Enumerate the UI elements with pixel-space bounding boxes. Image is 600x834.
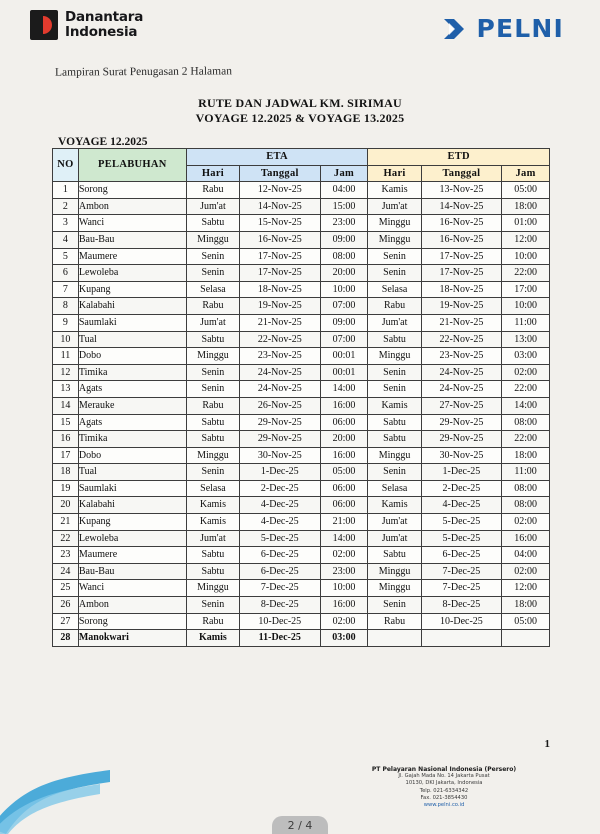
- cell-eta_hari: Senin: [186, 265, 239, 282]
- cell-etd_jam: 02:00: [502, 364, 550, 381]
- cell-eta_tgl: 22-Nov-25: [240, 331, 320, 348]
- danantara-line2: Indonesia: [65, 24, 138, 40]
- cell-eta_hari: Jum'at: [186, 314, 239, 331]
- cell-etd_jam: 10:00: [502, 248, 550, 265]
- cell-pelabuhan: Agats: [78, 381, 186, 398]
- cell-eta_tgl: 7-Dec-25: [240, 580, 320, 597]
- pelni-logo: [442, 14, 564, 43]
- cell-eta_jam: 04:00: [320, 182, 368, 199]
- cell-no: 10: [53, 331, 79, 348]
- cell-eta_jam: 08:00: [320, 248, 368, 265]
- danantara-wordmark: [65, 10, 143, 40]
- cell-eta_tgl: 18-Nov-25: [240, 281, 320, 298]
- cell-etd_jam: 22:00: [502, 265, 550, 282]
- cell-eta_tgl: 17-Nov-25: [240, 248, 320, 265]
- cell-eta_hari: Rabu: [186, 182, 239, 199]
- cell-etd_tgl: 14-Nov-25: [421, 198, 501, 215]
- cell-etd_hari: Sabtu: [368, 331, 421, 348]
- cell-etd_tgl: 8-Dec-25: [421, 597, 501, 614]
- th-no: NO: [53, 149, 79, 182]
- cell-etd_tgl: 6-Dec-25: [421, 547, 501, 564]
- cell-eta_jam: 00:01: [320, 364, 368, 381]
- cell-eta_jam: 20:00: [320, 431, 368, 448]
- th-eta-tanggal: Tanggal: [240, 165, 320, 182]
- footer-company-name: PT Pelayaran Nasional Indonesia (Persero): [371, 766, 517, 773]
- table-row: [53, 364, 550, 381]
- cell-pelabuhan: Sorong: [78, 182, 186, 199]
- cell-no: 20: [53, 497, 79, 514]
- cell-eta_hari: Rabu: [186, 397, 239, 414]
- cell-no: 16: [53, 431, 79, 448]
- cell-no: 22: [53, 530, 79, 547]
- lampiran-note: Lampiran Surat Penugasan 2 Halaman: [54, 65, 232, 79]
- table-row: [53, 613, 550, 630]
- cell-no: 4: [53, 231, 79, 248]
- th-eta-jam: Jam: [320, 165, 368, 182]
- cell-eta_jam: 16:00: [320, 397, 368, 414]
- table-row: [53, 447, 550, 464]
- cell-etd_hari: Minggu: [368, 580, 421, 597]
- cell-etd_hari: [368, 630, 421, 647]
- cell-etd_tgl: [421, 630, 501, 647]
- cell-eta_tgl: 23-Nov-25: [240, 348, 320, 365]
- cell-etd_tgl: 23-Nov-25: [421, 348, 501, 365]
- cell-pelabuhan: Maumere: [78, 248, 186, 265]
- cell-eta_tgl: 15-Nov-25: [240, 215, 320, 232]
- cell-eta_hari: Sabtu: [186, 547, 239, 564]
- cell-no: 17: [53, 447, 79, 464]
- th-etd-group: ETD: [368, 149, 550, 166]
- cell-etd_tgl: 10-Dec-25: [421, 613, 501, 630]
- cell-etd_jam: [502, 630, 550, 647]
- cell-etd_jam: 17:00: [502, 281, 550, 298]
- cell-etd_tgl: 17-Nov-25: [421, 265, 501, 282]
- cell-etd_jam: 22:00: [502, 431, 550, 448]
- danantara-logo: [30, 10, 143, 40]
- cell-etd_jam: 12:00: [502, 231, 550, 248]
- cell-etd_hari: Sabtu: [368, 431, 421, 448]
- table-row: [53, 464, 550, 481]
- cell-no: 24: [53, 563, 79, 580]
- cell-eta_hari: Selasa: [186, 480, 239, 497]
- cell-etd_jam: 14:00: [502, 397, 550, 414]
- cell-eta_tgl: 2-Dec-25: [240, 480, 320, 497]
- table-row: [53, 331, 550, 348]
- cell-etd_hari: Jum'at: [368, 314, 421, 331]
- table-row: [53, 348, 550, 365]
- cell-pelabuhan: Kalabahi: [78, 298, 186, 315]
- cell-eta_jam: 06:00: [320, 480, 368, 497]
- cell-no: 1: [53, 182, 79, 199]
- cell-etd_jam: 11:00: [502, 314, 550, 331]
- cell-eta_hari: Senin: [186, 381, 239, 398]
- table-row: [53, 314, 550, 331]
- cell-eta_hari: Kamis: [186, 630, 239, 647]
- cell-etd_hari: Sabtu: [368, 414, 421, 431]
- cell-etd_hari: Jum'at: [368, 530, 421, 547]
- cell-eta_hari: Rabu: [186, 298, 239, 315]
- cell-eta_jam: 23:00: [320, 215, 368, 232]
- table-row: [53, 248, 550, 265]
- cell-eta_jam: 20:00: [320, 265, 368, 282]
- cell-eta_jam: 00:01: [320, 348, 368, 365]
- cell-eta_tgl: 24-Nov-25: [240, 364, 320, 381]
- cell-eta_tgl: 5-Dec-25: [240, 530, 320, 547]
- cell-pelabuhan: Bau-Bau: [78, 231, 186, 248]
- cell-eta_jam: 09:00: [320, 314, 368, 331]
- table-row: [53, 215, 550, 232]
- cell-eta_jam: 02:00: [320, 547, 368, 564]
- table-head: [53, 149, 550, 182]
- cell-etd_hari: Minggu: [368, 563, 421, 580]
- table-row: [53, 480, 550, 497]
- cell-eta_jam: 03:00: [320, 630, 368, 647]
- cell-etd_tgl: 5-Dec-25: [421, 530, 501, 547]
- cell-etd_jam: 02:00: [502, 514, 550, 531]
- th-etd-hari: Hari: [368, 165, 421, 182]
- cell-no: 7: [53, 281, 79, 298]
- cell-etd_tgl: 30-Nov-25: [421, 447, 501, 464]
- cell-eta_hari: Minggu: [186, 231, 239, 248]
- cell-no: 9: [53, 314, 79, 331]
- cell-eta_hari: Jum'at: [186, 530, 239, 547]
- footer-address-2: 10130, DKI Jakarta, Indonesia: [405, 780, 483, 787]
- table-row: [53, 597, 550, 614]
- document-header: [0, 0, 600, 62]
- cell-eta_tgl: 6-Dec-25: [240, 563, 320, 580]
- cell-eta_hari: Sabtu: [186, 215, 239, 232]
- cell-pelabuhan: Kupang: [78, 281, 186, 298]
- cell-no: 19: [53, 480, 79, 497]
- cell-etd_tgl: 17-Nov-25: [421, 248, 501, 265]
- cell-eta_jam: 06:00: [320, 414, 368, 431]
- header-row-group: [53, 149, 550, 166]
- cell-no: 23: [53, 547, 79, 564]
- cell-etd_hari: Kamis: [368, 182, 421, 199]
- th-etd-tanggal: Tanggal: [421, 165, 501, 182]
- cell-eta_tgl: 4-Dec-25: [240, 514, 320, 531]
- cell-etd_hari: Sabtu: [368, 547, 421, 564]
- cell-etd_hari: Minggu: [368, 447, 421, 464]
- cell-etd_jam: 02:00: [502, 563, 550, 580]
- cell-eta_tgl: 24-Nov-25: [240, 381, 320, 398]
- document-title: [0, 96, 600, 126]
- cell-eta_jam: 10:00: [320, 281, 368, 298]
- cell-etd_tgl: 24-Nov-25: [421, 364, 501, 381]
- cell-eta_jam: 09:00: [320, 231, 368, 248]
- table-row: [53, 547, 550, 564]
- table-row: [53, 397, 550, 414]
- cell-etd_jam: 04:00: [502, 547, 550, 564]
- cell-pelabuhan: Tual: [78, 464, 186, 481]
- cell-etd_hari: Selasa: [368, 281, 421, 298]
- danantara-mark-icon: [30, 10, 58, 40]
- cell-etd_tgl: 24-Nov-25: [421, 381, 501, 398]
- cell-eta_jam: 14:00: [320, 530, 368, 547]
- cell-etd_hari: Selasa: [368, 480, 421, 497]
- title-line-1: RUTE DAN JADWAL KM. SIRIMAU: [198, 96, 402, 110]
- cell-eta_hari: Selasa: [186, 281, 239, 298]
- cell-eta_hari: Sabtu: [186, 431, 239, 448]
- table-row: [53, 563, 550, 580]
- cell-no: 28: [53, 630, 79, 647]
- cell-etd_tgl: 2-Dec-25: [421, 480, 501, 497]
- cell-eta_tgl: 1-Dec-25: [240, 464, 320, 481]
- cell-eta_hari: Minggu: [186, 348, 239, 365]
- pelni-mark-icon: [442, 16, 468, 42]
- cell-eta_tgl: 11-Dec-25: [240, 630, 320, 647]
- cell-etd_jam: 12:00: [502, 580, 550, 597]
- cell-eta_tgl: 8-Dec-25: [240, 597, 320, 614]
- cell-pelabuhan: Agats: [78, 414, 186, 431]
- table-row: [53, 298, 550, 315]
- cell-etd_hari: Senin: [368, 464, 421, 481]
- cell-pelabuhan: Lewoleba: [78, 530, 186, 547]
- cell-etd_tgl: 29-Nov-25: [421, 431, 501, 448]
- cell-pelabuhan: Lewoleba: [78, 265, 186, 282]
- cell-etd_jam: 08:00: [502, 414, 550, 431]
- title-line-2: VOYAGE 12.2025 & VOYAGE 13.2025: [195, 111, 405, 125]
- cell-etd_jam: 16:00: [502, 530, 550, 547]
- cell-pelabuhan: Tual: [78, 331, 186, 348]
- cell-eta_tgl: 29-Nov-25: [240, 431, 320, 448]
- table-row: [53, 198, 550, 215]
- cell-etd_jam: 18:00: [502, 447, 550, 464]
- cell-etd_tgl: 7-Dec-25: [421, 580, 501, 597]
- table-row: [53, 182, 550, 199]
- cell-no: 15: [53, 414, 79, 431]
- cell-eta_tgl: 6-Dec-25: [240, 547, 320, 564]
- cell-no: 8: [53, 298, 79, 315]
- table-row: [53, 414, 550, 431]
- cell-eta_tgl: 16-Nov-25: [240, 231, 320, 248]
- cell-etd_hari: Minggu: [368, 231, 421, 248]
- cell-no: 18: [53, 464, 79, 481]
- schedule-table-wrapper: [52, 148, 550, 647]
- cell-etd_hari: Senin: [368, 265, 421, 282]
- cell-eta_jam: 07:00: [320, 331, 368, 348]
- cell-etd_hari: Senin: [368, 381, 421, 398]
- cell-eta_hari: Senin: [186, 597, 239, 614]
- cell-etd_hari: Kamis: [368, 397, 421, 414]
- cell-etd_jam: 13:00: [502, 331, 550, 348]
- cell-no: 27: [53, 613, 79, 630]
- cell-etd_tgl: 29-Nov-25: [421, 414, 501, 431]
- cell-pelabuhan: Ambon: [78, 597, 186, 614]
- cell-eta_jam: 07:00: [320, 298, 368, 315]
- cell-etd_tgl: 16-Nov-25: [421, 231, 501, 248]
- cell-etd_hari: Senin: [368, 597, 421, 614]
- table-row: [53, 431, 550, 448]
- cell-no: 5: [53, 248, 79, 265]
- cell-no: 25: [53, 580, 79, 597]
- cell-etd_tgl: 5-Dec-25: [421, 514, 501, 531]
- cell-pelabuhan: Ambon: [78, 198, 186, 215]
- cell-pelabuhan: Bau-Bau: [78, 563, 186, 580]
- cell-etd_jam: 03:00: [502, 348, 550, 365]
- cell-eta_hari: Rabu: [186, 613, 239, 630]
- cell-no: 11: [53, 348, 79, 365]
- cell-etd_hari: Kamis: [368, 497, 421, 514]
- footer-fax: Fax. 021-3854430: [420, 794, 468, 801]
- cell-no: 13: [53, 381, 79, 398]
- cell-no: 2: [53, 198, 79, 215]
- cell-pelabuhan: Kupang: [78, 514, 186, 531]
- page-number: 1: [544, 738, 550, 750]
- cell-etd_hari: Senin: [368, 248, 421, 265]
- cell-eta_jam: 05:00: [320, 464, 368, 481]
- pelni-wordmark: PELNI: [476, 14, 564, 43]
- cell-etd_jam: 01:00: [502, 215, 550, 232]
- table-row: [53, 514, 550, 531]
- footer-telp: Telp. 021-6334342: [419, 787, 469, 794]
- cell-pelabuhan: Timika: [78, 431, 186, 448]
- cell-eta_hari: Senin: [186, 464, 239, 481]
- th-eta-group: ETA: [186, 149, 368, 166]
- cell-etd_jam: 08:00: [502, 497, 550, 514]
- cell-etd_tgl: 16-Nov-25: [421, 215, 501, 232]
- cell-etd_jam: 11:00: [502, 464, 550, 481]
- cell-etd_jam: 10:00: [502, 298, 550, 315]
- cell-eta_jam: 16:00: [320, 597, 368, 614]
- cell-eta_hari: Minggu: [186, 580, 239, 597]
- cell-eta_jam: 23:00: [320, 563, 368, 580]
- th-etd-jam: Jam: [502, 165, 550, 182]
- cell-eta_jam: 02:00: [320, 613, 368, 630]
- cell-eta_hari: Jum'at: [186, 198, 239, 215]
- cell-etd_tgl: 22-Nov-25: [421, 331, 501, 348]
- cell-pelabuhan: Maumere: [78, 547, 186, 564]
- cell-no: 26: [53, 597, 79, 614]
- cell-eta_tgl: 14-Nov-25: [240, 198, 320, 215]
- cell-etd_jam: 08:00: [502, 480, 550, 497]
- cell-pelabuhan: Sorong: [78, 613, 186, 630]
- cell-eta_jam: 16:00: [320, 447, 368, 464]
- cell-eta_hari: Sabtu: [186, 563, 239, 580]
- cell-no: 21: [53, 514, 79, 531]
- cell-etd_tgl: 1-Dec-25: [421, 464, 501, 481]
- schedule-table: [52, 148, 550, 647]
- cell-etd_tgl: 27-Nov-25: [421, 397, 501, 414]
- cell-eta_jam: 14:00: [320, 381, 368, 398]
- table-row: [53, 231, 550, 248]
- cell-pelabuhan: Wanci: [78, 580, 186, 597]
- cell-etd_hari: Rabu: [368, 613, 421, 630]
- cell-eta_hari: Sabtu: [186, 331, 239, 348]
- cell-no: 12: [53, 364, 79, 381]
- cell-eta_hari: Senin: [186, 248, 239, 265]
- table-row: [53, 530, 550, 547]
- cell-etd_hari: Minggu: [368, 215, 421, 232]
- table-row: [53, 265, 550, 282]
- footer-address-1: Jl. Gajah Mada No. 14 Jakarta Pusat: [398, 773, 490, 780]
- cell-eta_tgl: 21-Nov-25: [240, 314, 320, 331]
- page-indicator[interactable]: 2 / 4: [272, 816, 329, 834]
- cell-pelabuhan: Dobo: [78, 348, 186, 365]
- cell-pelabuhan: Saumlaki: [78, 480, 186, 497]
- cell-etd_tgl: 7-Dec-25: [421, 563, 501, 580]
- table-row: [53, 630, 550, 647]
- cell-pelabuhan: Dobo: [78, 447, 186, 464]
- cell-etd_tgl: 13-Nov-25: [421, 182, 501, 199]
- cell-etd_tgl: 21-Nov-25: [421, 314, 501, 331]
- footer-website: www.pelni.co.id: [423, 802, 465, 809]
- cell-pelabuhan: Timika: [78, 364, 186, 381]
- table-row: [53, 580, 550, 597]
- cell-eta_jam: 15:00: [320, 198, 368, 215]
- table-row: [53, 497, 550, 514]
- table-row: [53, 381, 550, 398]
- cell-eta_tgl: 10-Dec-25: [240, 613, 320, 630]
- danantara-line1: Danantara: [65, 9, 144, 25]
- cell-eta_hari: Minggu: [186, 447, 239, 464]
- cell-etd_hari: Minggu: [368, 348, 421, 365]
- cell-etd_tgl: 4-Dec-25: [421, 497, 501, 514]
- cell-eta_hari: Kamis: [186, 497, 239, 514]
- pdf-pager: [0, 814, 600, 834]
- table-row: [53, 281, 550, 298]
- th-eta-hari: Hari: [186, 165, 239, 182]
- cell-pelabuhan: Manokwari: [78, 630, 186, 647]
- cell-pelabuhan: Kalabahi: [78, 497, 186, 514]
- cell-eta_tgl: 26-Nov-25: [240, 397, 320, 414]
- cell-eta_jam: 21:00: [320, 514, 368, 531]
- cell-eta_tgl: 19-Nov-25: [240, 298, 320, 315]
- cell-eta_tgl: 4-Dec-25: [240, 497, 320, 514]
- cell-etd_jam: 05:00: [502, 182, 550, 199]
- cell-etd_hari: Jum'at: [368, 198, 421, 215]
- cell-no: 3: [53, 215, 79, 232]
- cell-eta_tgl: 30-Nov-25: [240, 447, 320, 464]
- cell-etd_jam: 05:00: [502, 613, 550, 630]
- cell-etd_hari: Jum'at: [368, 514, 421, 531]
- cell-pelabuhan: Wanci: [78, 215, 186, 232]
- cell-etd_jam: 22:00: [502, 381, 550, 398]
- cell-eta_tgl: 29-Nov-25: [240, 414, 320, 431]
- cell-etd_jam: 18:00: [502, 198, 550, 215]
- cell-eta_hari: Sabtu: [186, 414, 239, 431]
- voyage-label: VOYAGE 12.2025: [58, 136, 148, 148]
- cell-no: 14: [53, 397, 79, 414]
- cell-pelabuhan: Saumlaki: [78, 314, 186, 331]
- cell-pelabuhan: Merauke: [78, 397, 186, 414]
- cell-eta_tgl: 17-Nov-25: [240, 265, 320, 282]
- cell-eta_tgl: 12-Nov-25: [240, 182, 320, 199]
- cell-eta_jam: 06:00: [320, 497, 368, 514]
- th-pelabuhan: PELABUHAN: [78, 149, 186, 182]
- cell-no: 6: [53, 265, 79, 282]
- footer-company-block: [334, 766, 554, 809]
- cell-etd_hari: Rabu: [368, 298, 421, 315]
- table-body: [53, 182, 550, 647]
- cell-etd_tgl: 18-Nov-25: [421, 281, 501, 298]
- cell-etd_hari: Senin: [368, 364, 421, 381]
- cell-eta_hari: Kamis: [186, 514, 239, 531]
- cell-etd_jam: 18:00: [502, 597, 550, 614]
- cell-eta_hari: Senin: [186, 364, 239, 381]
- cell-eta_jam: 10:00: [320, 580, 368, 597]
- cell-etd_tgl: 19-Nov-25: [421, 298, 501, 315]
